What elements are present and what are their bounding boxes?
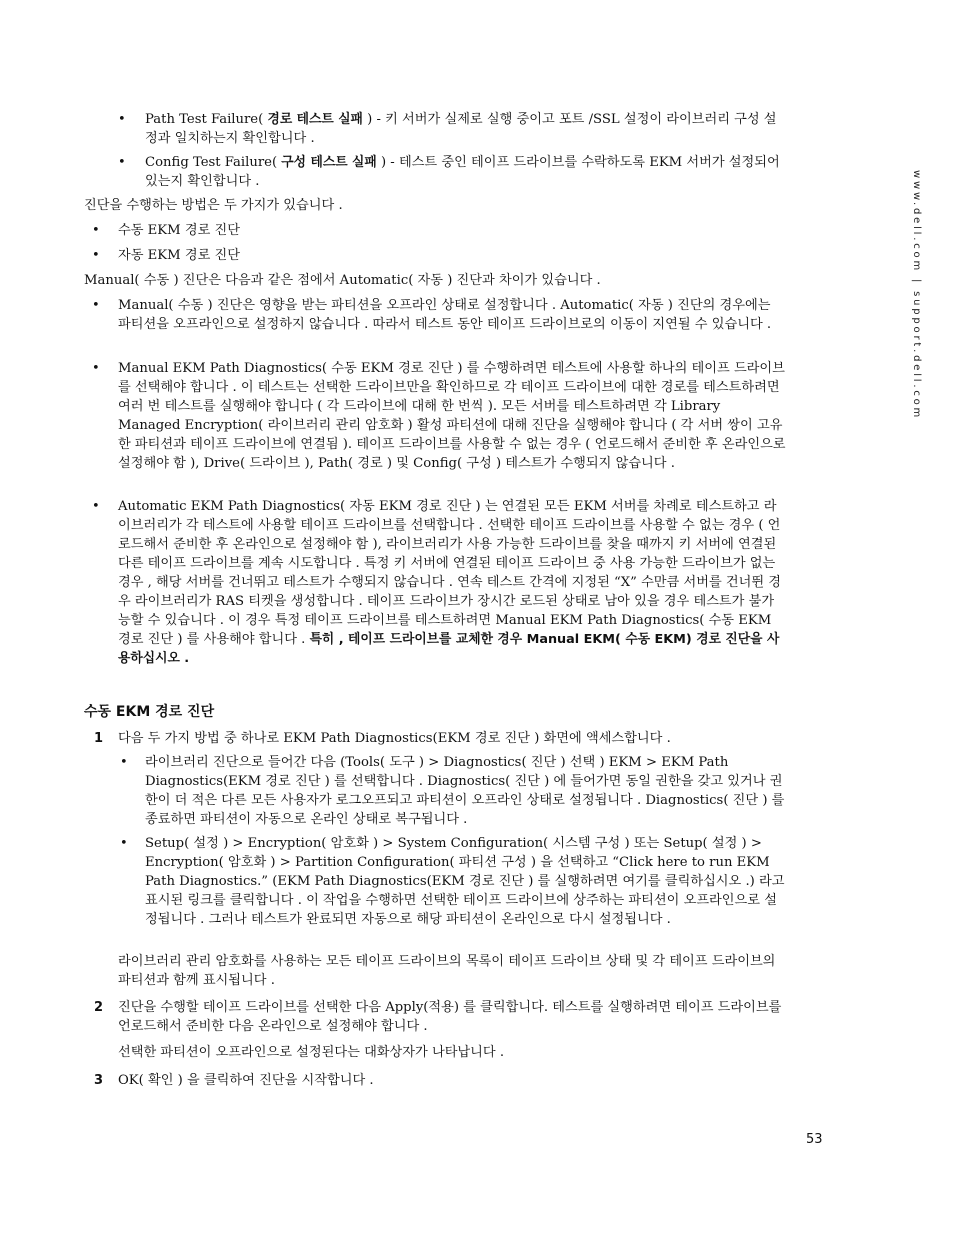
bullet-marker: • <box>118 155 126 170</box>
step-2-text: 진단을 수행할 테이프 드라이브를 선택한 다음 Apply(적용) 를 클릭합니다. 테스트를 실행하려면 테이프 드라이브를 언로드해서 준비한 다음 온라인으로 설정해야 합니다 . <box>118 1000 782 1034</box>
bullet-marker: • <box>92 248 100 263</box>
method-item-manual: 수동 EKM 경로 진단 <box>118 223 240 238</box>
path-test-failure-item <box>145 110 785 148</box>
intro-text: 진단을 수행하는 방법은 두 가지가 있습니다 . <box>84 198 343 213</box>
step-number: 1 <box>94 731 104 746</box>
bullet-marker: • <box>120 755 128 770</box>
bullet-marker: • <box>92 298 100 313</box>
item-name-bold: 경로 테스트 실패 <box>267 112 363 127</box>
diff-item-automatic <box>118 497 786 668</box>
bullet-marker: • <box>92 361 100 376</box>
step-number: 3 <box>94 1073 104 1088</box>
step-3-text: OK( 확인 ) 을 클릭하여 진단을 시작합니다 . <box>118 1073 374 1088</box>
side-url-text <box>900 170 944 430</box>
diff-intro-text: Manual( 수동 ) 진단은 다음과 같은 점에서 Automatic( 자동 ) 진단과 차이가 있습니다 . <box>84 273 601 288</box>
item-name: Config Test Failure( <box>145 155 278 170</box>
step-1-sub-setup: Setup( 설정 ) > Encryption( 암호화 ) > System Configuration( 시스템 구성 ) 또는 Setup( 설정 ) > Encryption( 암호화 ) > Partition Configuration( 파티션 구성 ) 을 선택하고 “Click here to run EKM Path Diagnostics.” (EKM Path Diagnostics(EKM 경로 진단 ) 를 실행하려면 여기를 클릭하십시오 .) 라고 표시된 링크를 클릭합니다 . 이 작업을 수행하면 선택한 테이프 드라이브에 상주하는 파티션이 오프라인으로 설정됩니다 . 그러나 테스트가 완료되면 자동으로 해당 파티션이 온라인으로 다시 설정됩니다 . <box>145 836 785 927</box>
item-text: ) - 테스트 중인 테이프 드라이브를 수락하도록 EKM 서버가 설정되어 있는지 확인합니다 . <box>145 155 780 189</box>
bullet-marker: • <box>92 499 100 514</box>
page-number: 53 <box>806 1132 823 1147</box>
diff-note-bold: 특히 , 테이프 드라이브를 교체한 경우 Manual EKM( 수동 EKM) 경로 진단을 사용하십시오 . <box>118 632 780 666</box>
item-text: ) - 키 서버가 실제로 실행 중이고 포트 /SSL 설정이 라이브러리 구성 설정과 일치하는지 확인합니다 . <box>145 112 777 146</box>
diff-item-offline: Manual( 수동 ) 진단은 영향을 받는 파티션을 오프라인 상태로 설정합니다 . Automatic( 자동 ) 진단의 경우에는 파티션을 오프라인으로 설정하지 않습니다 . 따라서 테스트 동안 테이프 드라이브로의 이동이 지연될 수 있습니다 . <box>118 298 772 332</box>
section-heading: 수동 EKM 경로 진단 <box>84 704 215 720</box>
step-1-sub-tools: 라이브러리 진단으로 들어간 다음 (Tools( 도구 ) > Diagnostics( 진단 ) 선택 ) EKM > EKM Path Diagnostics(EKM 경로 진단 ) 를 선택합니다 . Diagnostics( 진단 ) 에 들어가면 동일 권한을 갖고 있거나 권한이 더 적은 다른 모든 사용자가 로그오프되고 파티션이 오프라인 상태로 설정됩니다 . Diagnostics( 진단 ) 를 종료하면 파티션이 자동으로 온라인 상태로 복구됩니다 . <box>145 755 785 827</box>
step-1-text: 다음 두 가지 방법 중 하나로 EKM Path Diagnostics(EKM 경로 진단 ) 화면에 액세스합니다 . <box>118 731 671 746</box>
step-1-note: 라이브러리 관리 암호화를 사용하는 모든 테이프 드라이브의 목록이 테이프 드라이브 상태 및 각 테이프 드라이브의 파티션과 함께 표시됩니다 . <box>118 954 776 988</box>
step-number: 2 <box>94 1000 104 1015</box>
side-url-label: www.dell.com | support.dell.com <box>911 170 922 421</box>
bullet-marker: • <box>118 112 126 127</box>
diff-item-manual: Manual EKM Path Diagnostics( 수동 EKM 경로 진단 ) 를 수행하려면 테스트에 사용할 하나의 테이프 드라이브를 선택해야 합니다 . 이 테스트는 선택한 드라이브만을 확인하므로 각 테이프 드라이브에 대한 경로를 테스트하려면 여러 번 테스트를 실행해야 합니다 ( 각 드라이브에 대해 한 번씩 ). 모든 서버를 테스트하려면 각 Library Managed Encryption( 라이브러리 관리 암호화 ) 활성 파티션에 대해 진단을 실행해야 합니다 ( 각 서버 쌍이 고유한 파티션과 테이프 드라이브에 연결됨 ). 테이프 드라이브를 사용할 수 없는 경우 ( 언로드해서 준비한 후 온라인으로 설정해야 함 ), Drive( 드라이브 ), Path( 경로 ) 및 Config( 구성 ) 테스트가 수행되지 않습니다 . <box>118 361 786 471</box>
config-test-failure-item <box>145 153 785 191</box>
step-2-note: 선택한 파티션이 오프라인으로 설정된다는 대화상자가 나타납니다 . <box>118 1045 505 1060</box>
bullet-marker: • <box>120 836 128 851</box>
item-name-bold: 구성 테스트 실패 <box>281 155 377 170</box>
diff-item-automatic-text: Automatic EKM Path Diagnostics( 자동 EKM 경로 진단 ) 는 연결된 모든 EKM 서버를 차례로 테스트하고 라이브러리가 각 테스트에 사용할 테이프 드라이브를 선택합니다 . 선택한 테이프 드라이브를 사용할 수 없는 경우 ( 언로드해서 준비한 후 온라인으로 설정해야 함 ), 라이브러리가 사용 가능한 드라이브를 찾을 때까지 키 서버에 연결된 다른 테이프 드라이브를 계속 시도합니다 . 특정 키 서버에 연결된 테이프 드라이브 중 사용 가능한 드라이브가 없는 경우 , 해당 서버를 건너뛰고 테스트가 수행되지 않습니다 . 연속 테스트 간격에 지정된 “X” 수만큼 서버를 건너뛴 경우 라이브러리가 RAS 티켓을 생성합니다 . 테이프 드라이브가 장시간 로드된 상태로 남아 있을 경우 테스트가 불가능할 수 있습니다 . 이 경우 특정 테이프 드라이브를 테스트하려면 Manual EKM Path Diagnostics( 수동 EKM 경로 진단 ) 를 사용해야 합니다 . <box>118 499 782 647</box>
item-name: Path Test Failure( <box>145 112 264 127</box>
method-item-automatic: 자동 EKM 경로 진단 <box>118 248 240 263</box>
bullet-marker: • <box>92 223 100 238</box>
